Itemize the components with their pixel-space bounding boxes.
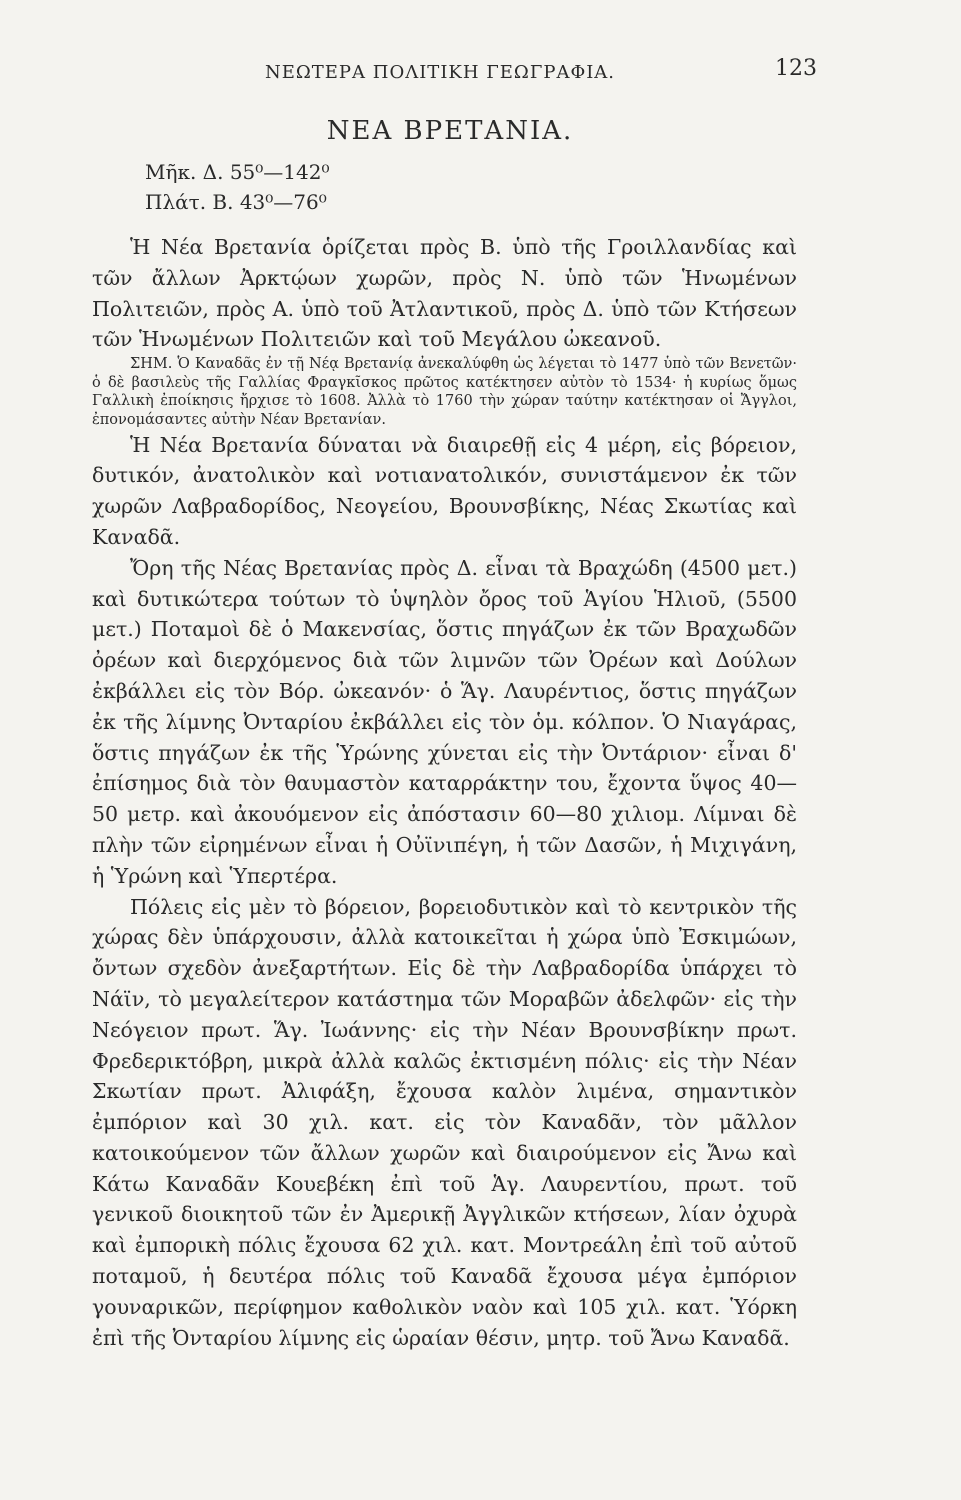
paragraph-physical-geography: Ὄρη τῆς Νέας Βρετανίας πρὸς Δ. εἶναι τὰ Βραχώδη (4500 μετ.) καὶ δυτικώτερα τούτων τὸ ὑψηλὸν ὄρος τοῦ Ἁγίου Ἡλιοῦ, (5500 μετ.) Ποταμοὶ δὲ ὁ Μακενσίας, ὅστις πηγάζων ἐκ τῶν Βραχωδῶν ὀρέων καὶ διερχόμενος διὰ τῶν λιμνῶν τῶν Ὀρέων καὶ Δούλων ἐκβάλλει εἰς τὸν Βόρ. ὠκεανόν· ὁ Ἅγ. Λαυρέντιος, ὅστις πηγάζων ἐκ τῆς λίμνης Ὀνταρίου ἐκβάλλει εἰς τὸν ὁμ. κόλπον. Ὁ Νιαγάρας, ὅστις πηγάζων ἐκ τῆς Ὑρώνης χύνεται εἰς τὴν Ὀντάριον· εἶναι δ' ἐπίσημος διὰ τὸν θαυμαστὸν καταρράκτην του, ἔχοντα ὕψος 40—50 μετρ. καὶ ἀκουόμενον εἰς ἀπόστασιν 60—80 χιλιομ. Λίμναι δὲ πλὴν τῶν εἰρημένων εἶναι ἡ Οὐϊνιπέγη, ἡ τῶν Δασῶν, ἡ Μιχιγάνη, ἡ Ὑρώνη καὶ Ὑπερτέρα. <box>92 555 797 888</box>
latitude-line: Πλάτ. Β. 43⁰—76⁰ <box>145 190 327 214</box>
paragraph-cities: Πόλεις εἰς μὲν τὸ βόρειον, βορειοδυτικὸν καὶ τὸ κεντρικὸν τῆς χώρας δὲν ὑπάρχουσιν, ἀλλὰ κατοικεῖται ἡ χώρα ὑπὸ Ἐσκιμώων, ὄντων σχεδὸν ἀνεξαρτήτων. Εἰς δὲ τὴν Λαβραδορίδα ὑπάρχει τὸ Νάϊν, τὸ μεγαλείτερον κατάστημα τῶν Μοραβῶν ἀδελφῶν· εἰς τὴν Νεόγειον πρωτ. Ἅγ. Ἰωάννης· εἰς τὴν Νέαν Βρουνσβίκην πρωτ. Φρεδερικτόβρη, μικρὰ ἀλλὰ καλῶς ἐκτισμένη πόλις· εἰς τὴν Νέαν Σκωτίαν πρωτ. Ἀλιφάξη, ἔχουσα καλὸν λιμένα, σημαντικὸν ἐμπόριον καὶ 30 χιλ. κατ. εἰς τὸν Καναδᾶν, τὸν μᾶλλον κατοικούμενον τῶν ἄλλων χωρῶν καὶ διαιρούμενον εἰς Ἄνω καὶ Κάτω Καναδᾶν Κουεβέκη ἐπὶ τοῦ Ἁγ. Λαυρεντίου, πρωτ. τοῦ γενικοῦ διοικητοῦ τῶν ἐν Ἀμερικῇ Ἀγγλικῶν κτήσεων, λίαν ὀχυρὰ καὶ ἐμπορικὴ πόλις ἔχουσα 62 χιλ. κατ. Μοντρεάλη ἐπὶ τοῦ αὐτοῦ ποταμοῦ, ἡ δευτέρα πόλις τοῦ Καναδᾶ ἔχουσα μέγα ἐμπόριον γουναρικῶν, περίφημον καθολικὸν ναὸν καὶ 105 χιλ. κατ. Ὑόρκη ἐπὶ τῆς Ὀνταρίου λίμνης εἰς ὡραίαν θέσιν, μητρ. τοῦ Ἄνω Καναδᾶ. <box>92 894 797 1350</box>
body-text <box>92 232 797 1353</box>
longitude-line: Μῆκ. Δ. 55⁰—142⁰ <box>145 160 330 184</box>
section-title: ΝΕΑ ΒΡΕΤΑΝΙΑ. <box>326 116 574 146</box>
paragraph-boundaries: Ἡ Νέα Βρετανία ὁρίζεται πρὸς Β. ὑπὸ τῆς Γροιλλανδίας καὶ τῶν ἄλλων Ἀρκτῴων χωρῶν, πρὸς Ν. ὑπὸ τῶν Ἡνωμένων Πολιτειῶν, πρὸς Α. ὑπὸ τοῦ Ἀτλαντικοῦ, πρὸς Δ. ὑπὸ τῶν Κτήσεων τῶν Ἡνωμένων Πολιτειῶν καὶ τοῦ Μεγάλου ὠκεανοῦ. <box>92 235 797 352</box>
paragraph-divisions: Ἡ Νέα Βρετανία δύναται νὰ διαιρεθῇ εἰς 4 μέρη, εἰς βόρειον, δυτικόν, ἀνατολικὸν καὶ νοτιανατολικόν, συνιστάμενον ἐκ τῶν χωρῶν Λαβραδορίδος, Νεογείου, Βρουνσβίκης, Νέας Σκωτίας καὶ Καναδᾶ. <box>92 432 797 549</box>
note-paragraph: ΣΗΜ. Ὁ Καναδᾶς ἐν τῇ Νέᾳ Βρετανίᾳ ἀνεκαλύφθη ὡς λέγεται τὸ 1477 ὑπὸ τῶν Βενετῶν· ὁ δὲ βασιλεὺς τῆς Γαλλίας Φραγκῖσκος πρῶτος κατέκτησεν αὐτὸν τὸ 1534· ἡ κυρίως ὅμως Γαλλικὴ ἐποίκησις ἤρχισε τὸ 1608. Ἀλλὰ τὸ 1760 τὴν χώραν ταύτην κατέκτησαν οἱ Ἄγγλοι, ἐπονομάσαντες αὐτὴν Νέαν Βρετανίαν. <box>92 356 797 428</box>
running-head: ΝΕΩΤΕΡΑ ΠΟΛΙΤΙΚΗ ΓΕΩΓΡΑΦΙΑ. <box>264 62 616 83</box>
page-number: 123 <box>775 56 817 81</box>
